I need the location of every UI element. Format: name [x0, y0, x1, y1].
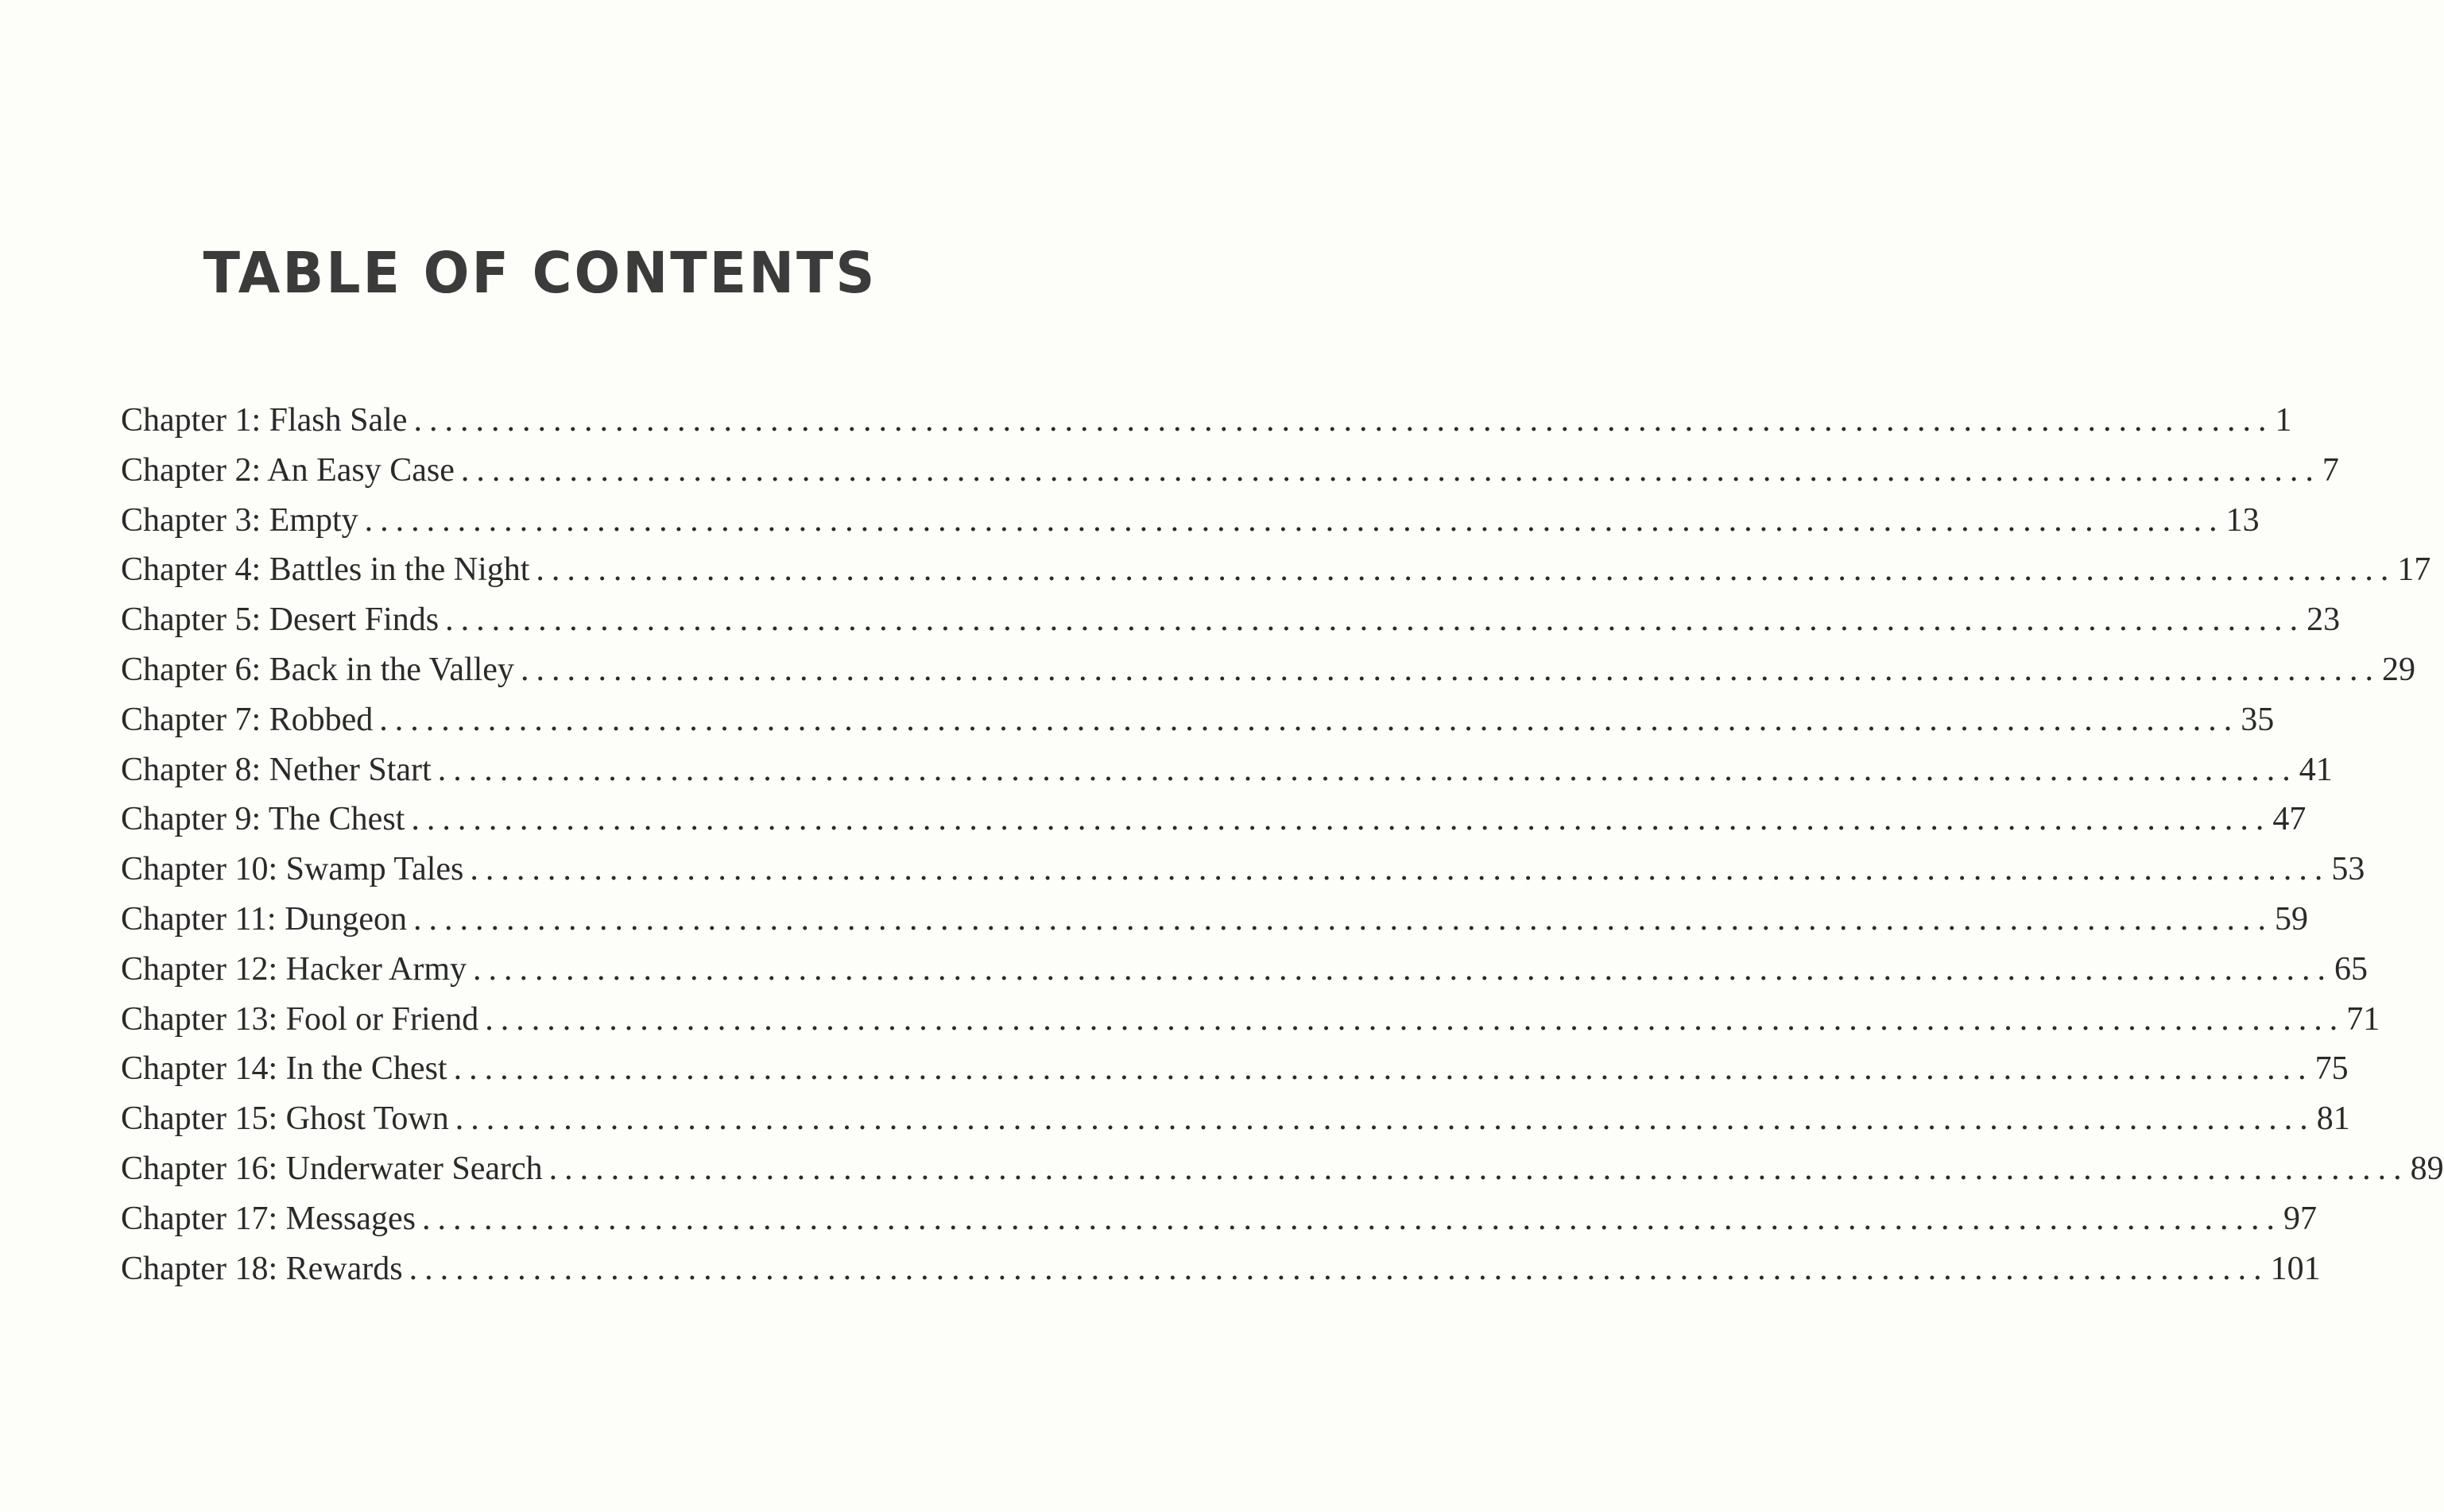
toc-entry-page: 59: [2275, 900, 2309, 938]
toc-dot-leader: ........................................................................................................................: [411, 801, 2272, 838]
toc-entry-label: Chapter 5: Desert Finds: [121, 601, 440, 639]
toc-entry-page: 71: [2346, 1000, 2380, 1038]
toc-dot-leader: ........................................................................................................................: [421, 1200, 2282, 1237]
toc-dot-leader: ........................................................................................................................: [409, 1250, 2269, 1287]
toc-entry-label: Chapter 18: Rewards: [121, 1250, 403, 1287]
toc-entry-page: 65: [2334, 950, 2368, 988]
toc-entry-label: Chapter 12: Hacker Army: [121, 950, 467, 988]
toc-entry: [121, 1000, 2380, 1050]
toc-entry-page: 1: [2275, 402, 2292, 439]
toc-entry-label: Chapter 7: Robbed: [121, 701, 374, 738]
toc-dot-leader: ........................................................................................................................: [445, 601, 2306, 639]
toc-entry: [121, 501, 2260, 551]
toc-entry-page: 47: [2272, 801, 2307, 838]
toc-entry-page: 81: [2316, 1100, 2350, 1138]
toc-entry: [121, 800, 2307, 850]
toc-entry-label: Chapter 4: Battles in the Night: [121, 551, 530, 589]
toc-dot-leader: ........................................................................................................................: [413, 402, 2274, 439]
toc-entry-label: Chapter 16: Underwater Search: [121, 1150, 543, 1187]
toc-entry-label: Chapter 9: The Chest: [121, 801, 405, 838]
toc-dot-leader: ........................................................................................................................: [460, 451, 2321, 489]
toc-entry-label: Chapter 13: Fool or Friend: [121, 1000, 479, 1038]
toc-dot-leader: ........................................................................................................................: [455, 1100, 2315, 1138]
toc-entry-page: 23: [2307, 601, 2341, 639]
toc-entry: [121, 401, 2292, 451]
toc-entry-page: 29: [2381, 651, 2415, 688]
toc-entry-label: Chapter 8: Nether Start: [121, 751, 432, 788]
toc-entry-page: 35: [2241, 701, 2275, 738]
toc-entry-label: Chapter 6: Back in the Valley: [121, 651, 514, 688]
toc-entry-label: Chapter 11: Dungeon: [121, 900, 408, 938]
toc-entry-page: 97: [2283, 1200, 2317, 1237]
toc-dot-leader: ........................................................................................................................: [536, 551, 2396, 589]
toc-dot-leader: ........................................................................................................................: [470, 851, 2330, 888]
toc-dot-leader: ........................................................................................................................: [364, 501, 2225, 539]
toc-entry: [121, 601, 2341, 651]
toc-entry-page: 17: [2397, 551, 2431, 589]
toc-list: [121, 401, 2444, 1299]
toc-entry-page: 75: [2314, 1050, 2349, 1088]
toc-entry-label: Chapter 1: Flash Sale: [121, 402, 408, 439]
toc-dot-leader: ........................................................................................................................: [548, 1150, 2409, 1187]
toc-dot-leader: ........................................................................................................................: [413, 900, 2274, 938]
toc-dot-leader: ........................................................................................................................: [473, 950, 2334, 988]
toc-entry: [121, 1100, 2350, 1150]
toc-entry-page: 89: [2410, 1150, 2444, 1187]
toc-entry-label: Chapter 10: Swamp Tales: [121, 851, 464, 888]
toc-entry: [121, 950, 2368, 1000]
toc-entry: [121, 1150, 2444, 1200]
toc-entry: [121, 551, 2431, 601]
toc-entry: [121, 1250, 2321, 1300]
toc-entry: [121, 850, 2365, 900]
toc-entry-label: Chapter 3: Empty: [121, 501, 358, 539]
toc-entry-page: 101: [2270, 1250, 2321, 1287]
toc-entry: [121, 651, 2415, 701]
toc-entry: [121, 451, 2339, 501]
toc-entry-label: Chapter 14: In the Chest: [121, 1050, 447, 1088]
toc-entry-page: 7: [2322, 451, 2339, 489]
toc-entry: [121, 900, 2309, 950]
toc-entry-label: Chapter 2: An Easy Case: [121, 451, 455, 489]
toc-entry: [121, 701, 2275, 751]
toc-entry-page: 13: [2225, 501, 2260, 539]
toc-entry-label: Chapter 15: Ghost Town: [121, 1100, 449, 1138]
toc-entry: [121, 1050, 2349, 1100]
toc-dot-leader: ........................................................................................................................: [520, 651, 2380, 688]
toc-entry-label: Chapter 17: Messages: [121, 1200, 416, 1237]
toc-entry-page: 41: [2299, 751, 2333, 788]
toc-entry: [121, 751, 2333, 801]
toc-entry: [121, 1200, 2317, 1250]
toc-entry-page: 53: [2331, 851, 2365, 888]
toc-dot-leader: ........................................................................................................................: [453, 1050, 2314, 1088]
toc-dot-leader: ........................................................................................................................: [437, 751, 2298, 788]
toc-dot-leader: ........................................................................................................................: [485, 1000, 2345, 1038]
toc-dot-leader: ........................................................................................................................: [379, 701, 2240, 738]
page-title: TABLE OF CONTENTS: [203, 241, 877, 307]
